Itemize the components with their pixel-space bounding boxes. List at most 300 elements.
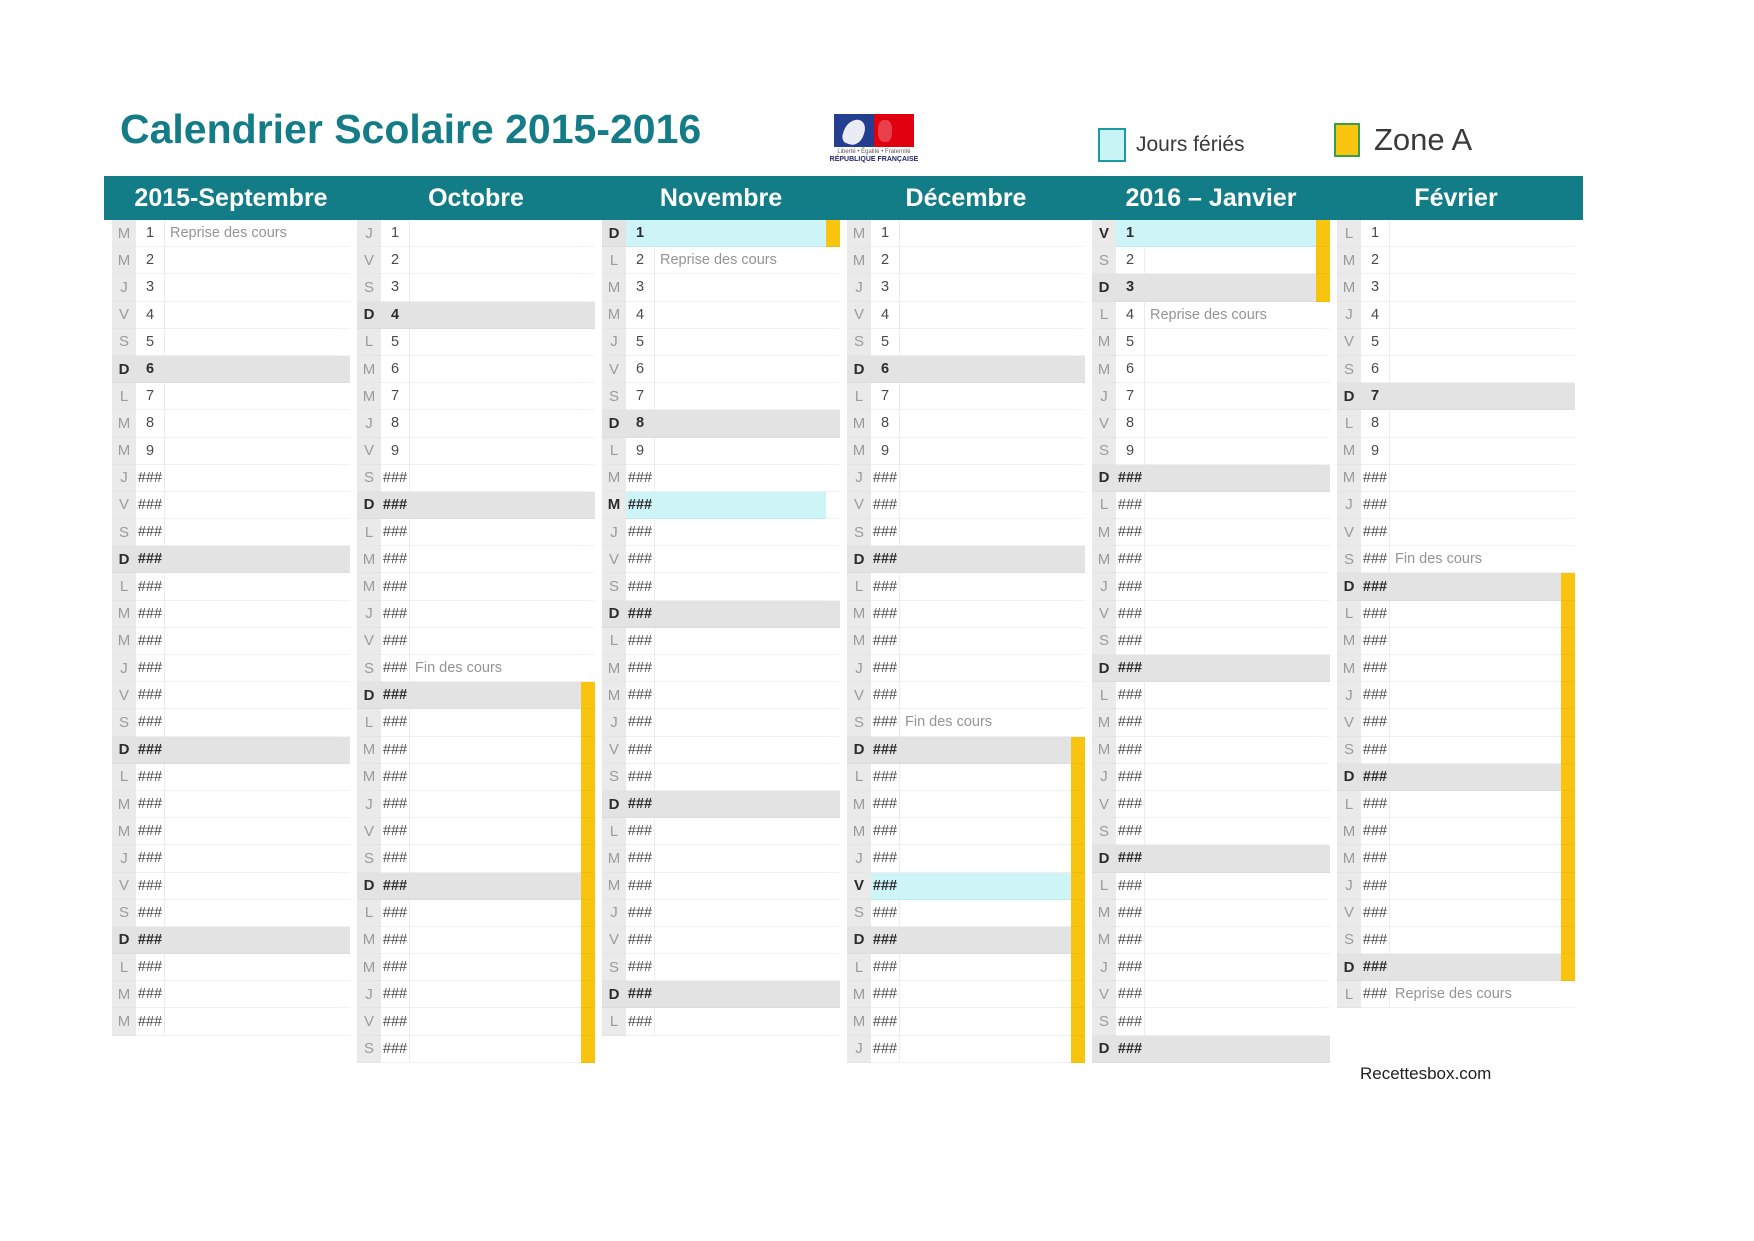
day-letter: V [1337, 900, 1361, 927]
day-note [1144, 845, 1316, 872]
day-letter: L [847, 764, 871, 791]
day-row [602, 601, 840, 628]
day-row [1092, 274, 1330, 301]
day-letter: M [847, 818, 871, 845]
day-number: ### [136, 628, 164, 655]
day-letter: L [847, 573, 871, 600]
day-letter: M [602, 873, 626, 900]
day-letter: V [357, 247, 381, 274]
day-number: ### [871, 1036, 899, 1063]
zone-strip [1071, 927, 1085, 954]
day-number: 3 [871, 274, 899, 301]
day-number: ### [626, 954, 654, 981]
day-row [1337, 954, 1575, 981]
day-letter: M [357, 383, 381, 410]
day-number: ### [1116, 519, 1144, 546]
day-note [1144, 1008, 1316, 1035]
day-letter: V [357, 438, 381, 465]
day-letter: M [112, 628, 136, 655]
day-note [1144, 927, 1316, 954]
day-letter: J [847, 1036, 871, 1063]
day-number: 9 [1116, 438, 1144, 465]
zone-strip [1316, 628, 1330, 655]
day-row [602, 927, 840, 954]
day-row [357, 546, 595, 573]
zone-strip [1071, 1008, 1085, 1035]
day-number: ### [1116, 954, 1144, 981]
zone-strip [1071, 465, 1085, 492]
day-letter: D [112, 356, 136, 383]
day-note [1144, 900, 1316, 927]
zone-strip [1316, 954, 1330, 981]
zone-strip [826, 737, 840, 764]
day-note [654, 927, 826, 954]
zone-strip [1561, 465, 1575, 492]
day-row [112, 410, 350, 437]
day-row [602, 546, 840, 573]
day-letter: M [602, 655, 626, 682]
zone-strip [581, 655, 595, 682]
holiday-legend-label: Jours fériés [1136, 133, 1245, 156]
day-row [1092, 1036, 1330, 1063]
day-note [164, 954, 336, 981]
day-note [164, 628, 336, 655]
day-number: ### [381, 465, 409, 492]
day-number: ### [381, 546, 409, 573]
day-letter: J [847, 655, 871, 682]
day-letter: J [1092, 954, 1116, 981]
zone-strip [1071, 709, 1085, 736]
zone-strip [1071, 519, 1085, 546]
day-note [899, 764, 1071, 791]
day-row [357, 492, 595, 519]
day-note [1389, 709, 1561, 736]
day-note [1389, 492, 1561, 519]
day-note [899, 573, 1071, 600]
zone-strip [581, 573, 595, 600]
day-row [357, 845, 595, 872]
zone-strip [336, 329, 350, 356]
day-number: ### [626, 465, 654, 492]
day-letter: M [112, 981, 136, 1008]
day-row [357, 737, 595, 764]
day-number: 4 [1361, 302, 1389, 329]
day-note [409, 927, 581, 954]
day-number: ### [381, 655, 409, 682]
day-letter: M [847, 247, 871, 274]
day-number: 1 [1116, 220, 1144, 247]
day-letter: J [1337, 492, 1361, 519]
day-note [654, 818, 826, 845]
day-row [112, 383, 350, 410]
day-letter: V [602, 546, 626, 573]
zone-strip [826, 247, 840, 274]
day-row [357, 791, 595, 818]
day-note [654, 410, 826, 437]
day-note [409, 601, 581, 628]
day-note [899, 220, 1071, 247]
day-note [1144, 465, 1316, 492]
day-number: ### [1361, 927, 1389, 954]
zone-strip [1316, 764, 1330, 791]
zone-strip [1316, 492, 1330, 519]
zone-strip [826, 492, 840, 519]
day-note [1144, 356, 1316, 383]
zone-strip [1561, 438, 1575, 465]
day-letter: D [602, 981, 626, 1008]
day-letter: J [357, 601, 381, 628]
day-letter: L [1337, 410, 1361, 437]
day-row [602, 655, 840, 682]
day-note [164, 438, 336, 465]
watermark: Recettesbox.com [1360, 1064, 1492, 1083]
day-note [1144, 438, 1316, 465]
day-row [1092, 220, 1330, 247]
day-row [112, 954, 350, 981]
day-row [1092, 601, 1330, 628]
day-note [1144, 628, 1316, 655]
day-letter: L [1092, 682, 1116, 709]
zone-strip [581, 247, 595, 274]
day-row [357, 410, 595, 437]
day-number: ### [136, 709, 164, 736]
month-column [112, 220, 350, 1036]
zone-strip [826, 383, 840, 410]
day-row [1337, 845, 1575, 872]
day-letter: S [1092, 1008, 1116, 1035]
day-number: ### [381, 1036, 409, 1063]
day-number: 4 [1116, 302, 1144, 329]
zone-strip [581, 1008, 595, 1035]
day-number: ### [1116, 845, 1144, 872]
zone-strip [1071, 302, 1085, 329]
day-letter: M [1092, 329, 1116, 356]
day-note [409, 1036, 581, 1063]
day-row [357, 519, 595, 546]
day-row [1092, 764, 1330, 791]
day-note [164, 981, 336, 1008]
day-number: 1 [1361, 220, 1389, 247]
day-number: 2 [136, 247, 164, 274]
day-row [1092, 818, 1330, 845]
day-number: ### [871, 981, 899, 1008]
zone-strip [1316, 900, 1330, 927]
day-number: ### [1361, 465, 1389, 492]
day-letter: S [847, 709, 871, 736]
day-row [112, 519, 350, 546]
day-row [1092, 438, 1330, 465]
day-note [164, 655, 336, 682]
day-note: Fin des cours [1389, 546, 1561, 573]
zone-strip [336, 682, 350, 709]
day-letter: M [847, 601, 871, 628]
day-number: 8 [626, 410, 654, 437]
day-row [112, 247, 350, 274]
day-row [112, 737, 350, 764]
day-row [602, 818, 840, 845]
day-letter: M [602, 492, 626, 519]
day-row [1337, 981, 1575, 1008]
zone-strip [1561, 383, 1575, 410]
day-number: 8 [136, 410, 164, 437]
zone-strip [336, 601, 350, 628]
day-row [1092, 927, 1330, 954]
day-letter: L [357, 900, 381, 927]
day-note [164, 927, 336, 954]
day-number: ### [1361, 709, 1389, 736]
zone-strip [581, 873, 595, 900]
day-note [164, 764, 336, 791]
day-letter: M [1337, 274, 1361, 301]
day-number: ### [1116, 791, 1144, 818]
day-note [654, 845, 826, 872]
day-row [112, 764, 350, 791]
zone-strip [581, 329, 595, 356]
day-note [899, 247, 1071, 274]
day-note [409, 329, 581, 356]
day-note: Reprise des cours [164, 220, 336, 247]
day-number: ### [871, 492, 899, 519]
day-row [357, 247, 595, 274]
day-letter: J [847, 465, 871, 492]
day-note [654, 356, 826, 383]
day-row [357, 573, 595, 600]
day-letter: L [602, 628, 626, 655]
day-number: ### [136, 873, 164, 900]
day-row [1337, 329, 1575, 356]
day-row [357, 655, 595, 682]
day-letter: D [1337, 954, 1361, 981]
day-number: ### [381, 737, 409, 764]
day-number: ### [381, 492, 409, 519]
day-number: ### [1116, 573, 1144, 600]
zone-strip [581, 274, 595, 301]
day-row [847, 573, 1085, 600]
zone-strip [1561, 981, 1575, 1008]
day-number: ### [136, 682, 164, 709]
day-note [654, 546, 826, 573]
day-row [847, 410, 1085, 437]
zone-strip [1561, 737, 1575, 764]
day-letter: M [357, 927, 381, 954]
day-note [409, 438, 581, 465]
day-row [847, 356, 1085, 383]
zone-strip [581, 791, 595, 818]
day-row [112, 356, 350, 383]
day-row [1092, 900, 1330, 927]
day-row [112, 791, 350, 818]
day-note [1144, 329, 1316, 356]
zone-strip [1316, 818, 1330, 845]
day-letter: J [112, 845, 136, 872]
zone-strip [826, 356, 840, 383]
day-letter: J [357, 791, 381, 818]
day-row [1092, 845, 1330, 872]
day-number: 6 [381, 356, 409, 383]
day-note [164, 791, 336, 818]
zone-strip [581, 465, 595, 492]
day-letter: J [1337, 873, 1361, 900]
day-letter: V [602, 356, 626, 383]
day-number: 4 [381, 302, 409, 329]
zone-strip [1316, 438, 1330, 465]
zone-strip [1316, 410, 1330, 437]
day-letter: S [357, 465, 381, 492]
day-number: 5 [871, 329, 899, 356]
day-row [602, 682, 840, 709]
day-row [112, 981, 350, 1008]
day-number: ### [1116, 1036, 1144, 1063]
day-letter: J [1337, 682, 1361, 709]
day-number: ### [1116, 981, 1144, 1008]
day-number: 5 [381, 329, 409, 356]
day-letter: J [602, 709, 626, 736]
zone-legend-label: Zone A [1374, 122, 1473, 157]
day-note [1389, 900, 1561, 927]
day-row [602, 1008, 840, 1035]
day-note [899, 873, 1071, 900]
day-row [1337, 900, 1575, 927]
day-number: 2 [626, 247, 654, 274]
day-note [899, 302, 1071, 329]
day-note [654, 791, 826, 818]
day-row [357, 302, 595, 329]
day-note [409, 737, 581, 764]
zone-strip [336, 981, 350, 1008]
day-note [1144, 546, 1316, 573]
month-column [602, 220, 840, 1036]
day-letter: D [602, 220, 626, 247]
day-row [847, 682, 1085, 709]
zone-strip [336, 220, 350, 247]
day-row [1092, 410, 1330, 437]
day-row [1092, 655, 1330, 682]
day-note [654, 573, 826, 600]
day-letter: V [1337, 329, 1361, 356]
day-row [1337, 438, 1575, 465]
day-row [112, 220, 350, 247]
zone-strip [336, 791, 350, 818]
day-note [899, 465, 1071, 492]
day-letter: S [602, 954, 626, 981]
zone-strip [581, 519, 595, 546]
day-row [1092, 247, 1330, 274]
day-letter: L [1337, 791, 1361, 818]
day-letter: S [112, 900, 136, 927]
day-letter: M [1337, 655, 1361, 682]
day-row [112, 329, 350, 356]
day-letter: V [112, 682, 136, 709]
day-note [654, 465, 826, 492]
zone-strip [826, 682, 840, 709]
zone-strip [336, 410, 350, 437]
day-note [409, 791, 581, 818]
day-number: ### [626, 873, 654, 900]
day-number: ### [626, 519, 654, 546]
day-row [1337, 655, 1575, 682]
zone-strip [1071, 1036, 1085, 1063]
day-note [1389, 573, 1561, 600]
day-letter: M [357, 546, 381, 573]
day-row [1337, 519, 1575, 546]
day-note [164, 546, 336, 573]
day-row [847, 438, 1085, 465]
day-letter: M [1337, 845, 1361, 872]
zone-strip [826, 438, 840, 465]
day-note [899, 845, 1071, 872]
day-number: ### [1361, 900, 1389, 927]
day-number: ### [1116, 601, 1144, 628]
day-letter: V [1092, 220, 1116, 247]
day-letter: S [112, 709, 136, 736]
day-letter: M [112, 601, 136, 628]
zone-strip [1071, 764, 1085, 791]
day-row [1337, 764, 1575, 791]
day-number: ### [1116, 628, 1144, 655]
day-row [602, 302, 840, 329]
day-note [1389, 410, 1561, 437]
day-letter: M [847, 220, 871, 247]
day-letter: M [112, 220, 136, 247]
day-number: ### [1116, 927, 1144, 954]
day-number: ### [871, 709, 899, 736]
day-number: 7 [871, 383, 899, 410]
day-letter: J [357, 410, 381, 437]
day-number: 6 [871, 356, 899, 383]
day-row [112, 465, 350, 492]
zone-strip [826, 410, 840, 437]
day-letter: L [1337, 601, 1361, 628]
day-number: ### [381, 873, 409, 900]
zone-strip [826, 764, 840, 791]
zone-strip [826, 628, 840, 655]
day-number: ### [1361, 573, 1389, 600]
zone-strip [1561, 573, 1575, 600]
day-number: ### [871, 601, 899, 628]
day-row [1337, 410, 1575, 437]
day-row [1092, 383, 1330, 410]
zone-strip [1561, 845, 1575, 872]
zone-strip [581, 682, 595, 709]
day-letter: S [1337, 356, 1361, 383]
day-note [899, 329, 1071, 356]
zone-strip [336, 709, 350, 736]
day-letter: S [112, 329, 136, 356]
zone-strip [336, 356, 350, 383]
logo-caption-republique: RÉPUBLIQUE FRANÇAISE [829, 156, 919, 163]
day-row [602, 628, 840, 655]
zone-strip [1071, 383, 1085, 410]
zone-strip [336, 573, 350, 600]
day-number: ### [1116, 546, 1144, 573]
zone-strip [826, 818, 840, 845]
day-letter: L [112, 764, 136, 791]
day-row [1337, 709, 1575, 736]
day-number: ### [871, 682, 899, 709]
zone-strip [336, 302, 350, 329]
day-row [1337, 383, 1575, 410]
day-number: ### [1361, 546, 1389, 573]
day-row [847, 927, 1085, 954]
day-row [1092, 356, 1330, 383]
day-number: ### [626, 737, 654, 764]
day-letter: M [1092, 709, 1116, 736]
day-row [847, 383, 1085, 410]
day-number: ### [136, 573, 164, 600]
day-number: ### [871, 465, 899, 492]
day-letter: V [847, 682, 871, 709]
day-number: ### [136, 492, 164, 519]
